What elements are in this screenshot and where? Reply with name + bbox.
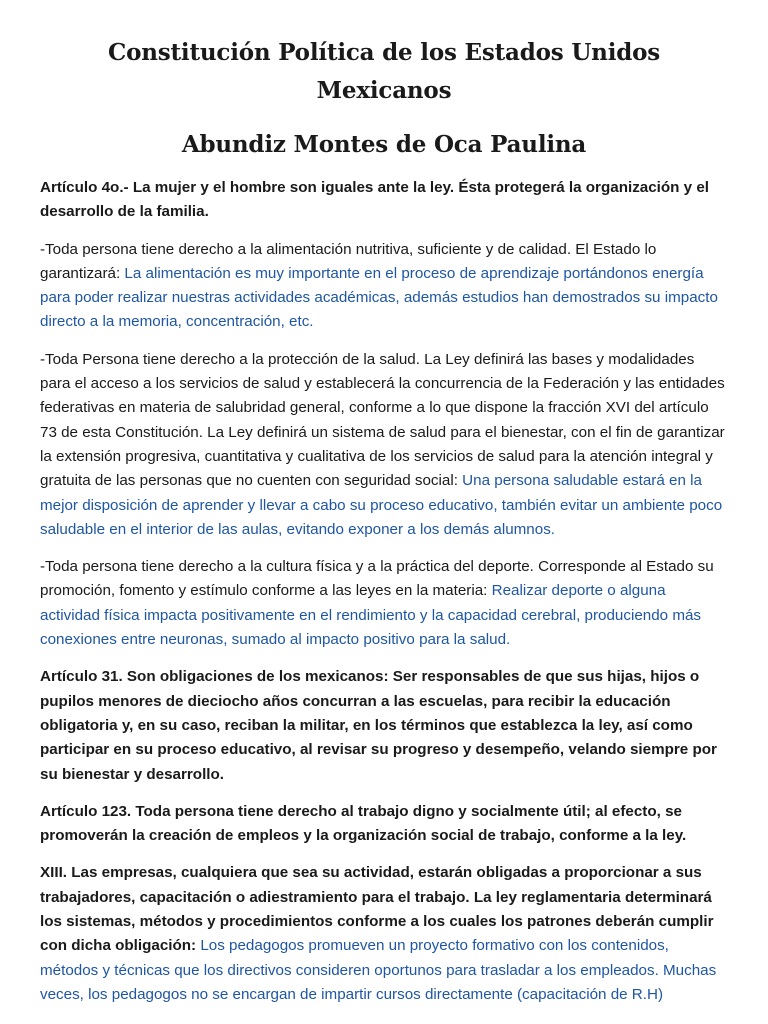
- paragraph-articulo-31: [40, 665, 728, 786]
- paragraph-alimentacion: [40, 238, 728, 335]
- paragraph-text: XIII. Las empresas, cualquiera que sea su actividad, estarán obligadas a proporcionar a sus trabajadores, capacitación o adiestramiento para el trabajo. La ley reglamentaria determinará los sistemas, métodos y procedimientos conforme a los cuales los patrones deberán cumplir con dicha obligación:: [40, 864, 714, 955]
- document-title: Constitución Política de los Estados Unidos Mexicanos: [107, 39, 661, 104]
- document-author: Abundiz Montes de Oca Paulina: [181, 131, 587, 158]
- paragraph-comment: Una persona saludable estará en la mejor disposición de aprender y llevar a cabo su proceso educativo, también evitar un ambiente poco saludable en el interior de las aulas, evitando exponer a los demás alumnos.: [40, 472, 723, 538]
- document-body: [40, 176, 728, 1007]
- paragraph-salud: [40, 348, 728, 542]
- paragraph-cultura-fisica: [40, 555, 728, 652]
- paragraph-comment: Los pedagogos promueven un proyecto formativo con los contenidos, métodos y técnicas que los directivos consideren oportunos para trasladar a los empleados. Muchas veces, los pedagogos no se encargan de impartir cursos directamente (capacitación de R.H): [40, 937, 717, 1003]
- paragraph-articulo-4: [40, 176, 728, 225]
- paragraph-comment: La alimentación es muy importante en el proceso de aprendizaje portándonos energía para poder realizar nuestras actividades académicas, además estudios han demostrados su impacto directo a la memoria, concentración, etc.: [40, 264, 718, 331]
- paragraph-text: Artículo 31. Son obligaciones de los mexicanos: Ser responsables de que sus hijas, hijos o pupilos menores de dieciocho años concurran a las escuelas, para recibir la educación obligatoria y, en su caso, reciban la militar, en los términos que establezca la ley, así como participar en su proceso educativo, al revisar su progreso y desempeño, velando siempre por su bienestar y desarrollo.: [40, 668, 717, 783]
- paragraph-text: -Toda persona tiene derecho a la alimentación nutritiva, suficiente y de calidad. El Estado lo garantizará:: [40, 240, 657, 282]
- paragraph-text: -Toda persona tiene derecho a la cultura física y a la práctica del deporte. Corresponde al Estado su promoción, fomento y estímulo conforme a las leyes en la materia:: [40, 558, 714, 600]
- paragraph-articulo-123: [40, 800, 728, 849]
- paragraph-text: Artículo 4o.- La mujer y el hombre son iguales ante la ley. Ésta protegerá la organización y el desarrollo de la familia.: [40, 179, 710, 221]
- paragraph-fraccion-xiii: [40, 861, 728, 1007]
- paragraph-comment: Realizar deporte o alguna actividad física impacta positivamente en el rendimiento y la capacidad cerebral, produciendo más conexiones entre neuronas, sumado al impacto positivo para la salud.: [40, 582, 702, 649]
- paragraph-text: -Toda Persona tiene derecho a la protección de la salud. La Ley definirá las bases y modalidades para el acceso a los servicios de salud y establecerá la concurrencia de la Federación y las entidades federativas en materia de salubridad general, conforme a lo que dispone la fracción XVI del artículo 73 de esta Constitución. La Ley definirá un sistema de salud para el bienestar, con el fin de garantizar la extensión progresiva, cuantitativa y cualitativa de los servicios de salud para la atención integral y gratuita de las personas que no cuenten con seguridad social:: [40, 350, 725, 490]
- paragraph-text: Artículo 123. Toda persona tiene derecho al trabajo digno y socialmente útil; al efecto, se promoverán la creación de empleos y la organización social de trabajo, conforme a la ley.: [40, 802, 687, 845]
